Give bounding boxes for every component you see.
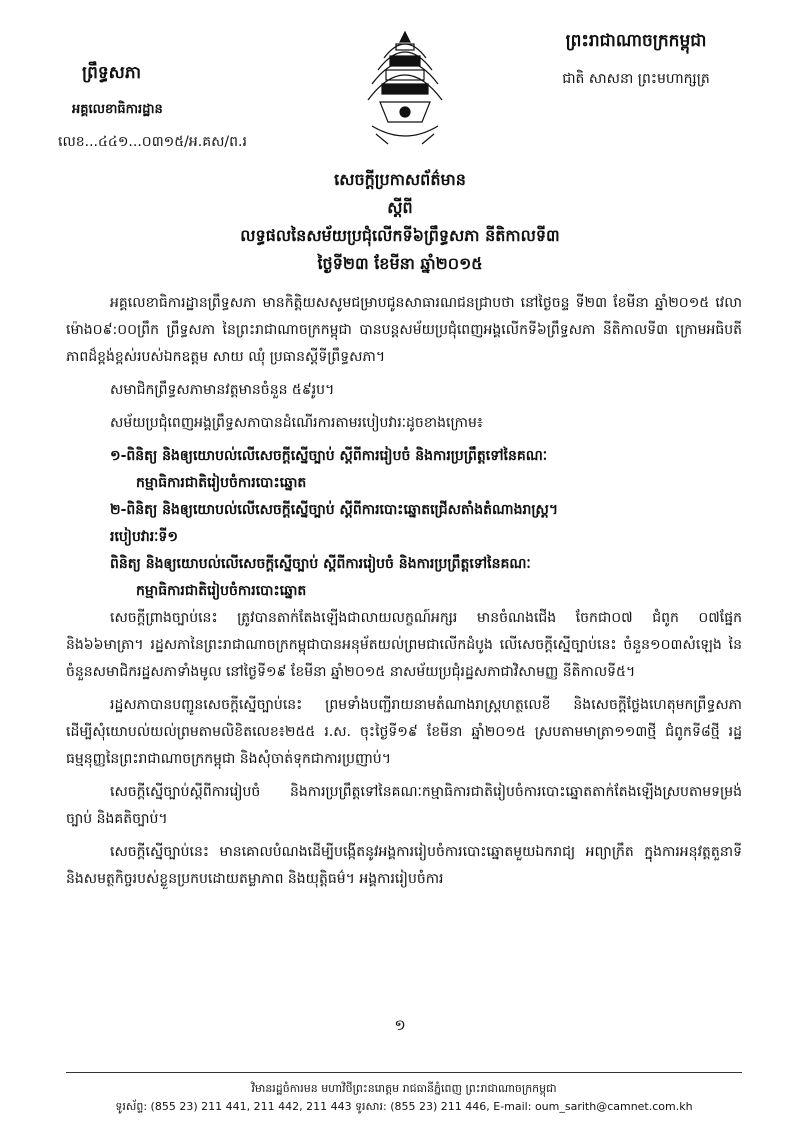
department-name: អគ្គលេខាធិការដ្ឋាន: [72, 102, 163, 117]
agenda-detail-line-2: កម្មាធិការជាតិរៀបចំការបោះឆ្នោត: [136, 583, 307, 599]
paragraph-4: សេចក្តីព្រាងច្បាប់នេះ ត្រូវបានតាក់តែងឡើងជាលាយលក្ខណ៍អក្សរ មានចំណងជើង ចែកជា០៧ ជំពូក ០៧ផ្នែក និង៦៦មាត្រា។ រដ្ឋសភានៃព្រះរាជាណាចក្រកម្ពុជាបានអនុម័តយល់ព្រមជាលើកដំបូង លើសេចក្តីស្នើច្បាប់នេះ ចំនួន១០៣សំឡេង នៃចំនួនសមាជិករដ្ឋសភាទាំងមូល នៅថ្ងៃទី១៩ ខែមីនា ឆ្នាំ២០១៥ នាសម័យប្រជុំរដ្ឋសភាជាវិសាមញ្ញ នីតិកាលទី៥។: [66, 610, 742, 680]
body-text: [66, 290, 742, 899]
paragraph-7: សេចក្តីស្នើច្បាប់នេះ មានគោលបំណងដើម្បីបង្កើតនូវអង្គការរៀបចំការបោះឆ្នោតមួយឯករាជ្យ អព្យាក្រឹត ក្នុងការអនុវត្តតួនាទី និងសមត្ថកិច្ចរបស់ខ្លួនប្រកបដោយតម្លាភាព និងយុត្តិធម៌។ អង្គការរៀបចំការ: [66, 844, 742, 887]
reference-number: លេខ...៤៤១...០៣១៥/អ.គស/ព.រ: [58, 134, 247, 150]
title-block: [100, 166, 700, 278]
paragraph-5: រដ្ឋសភាបានបញ្ជូនសេចក្តីស្នើច្បាប់នេះ ព្រមទាំងបញ្ជីរាយនាមតំណាងរាស្ត្រហត្ថលេខី និងសេចក្តីថ្លែងហេតុមកព្រឹទ្ធសភា ដើម្បីសុំយោបល់យល់ព្រមតាមលិខិតលេខ៖២៥៥ រ.ស. ចុះថ្ងៃទី១៩ ខែមីនា ឆ្នាំ២០១៥ ស្របតាមមាត្រា១១៣ថ្មី ជំពូកទី៨ថ្មី រដ្ឋធម្មនុញ្ញនៃព្រះរាជាណាចក្រកម្ពុជា និងសុំចាត់ទុកជាការប្រញាប់។: [66, 697, 742, 767]
header-left: [58, 62, 338, 153]
footer: [66, 1080, 742, 1116]
national-motto: ជាតិ សាសនា ព្រះមហាក្សត្រ: [562, 71, 710, 87]
paragraph-6: សេចក្តីស្នើច្បាប់ស្តីពីការរៀបចំ និងការប្រព្រឹត្តទៅនៃគណៈកម្មាធិការជាតិរៀបចំការបោះឆ្នោតតាក់តែងឡើងស្របតាមទម្រង់ច្បាប់ និងគតិច្បាប់។: [66, 784, 742, 827]
title-line-4: ថ្ងៃទី២៣ ខែមីនា ឆ្នាំ២០១៥: [317, 254, 483, 273]
org-name: ព្រឹទ្ធសភា: [82, 63, 142, 83]
agenda-heading: របៀបវារៈទី១: [110, 529, 178, 545]
footer-address: វិមានរដ្ឋចំការមន មហាវិថីព្រះនរោត្តម រាជធានីភ្នំពេញ ព្រះរាជាណាចក្រកម្ពុជា: [251, 1082, 557, 1095]
title-line-2: ស្តីពី: [387, 198, 413, 217]
kingdom-name: ព្រះរាជាណាចក្រកម្ពុជា: [565, 31, 707, 51]
footer-contact: ទូរស័ព្ទ: (855 23) 211 441, 211 442, 211 443 ទូរសារ: (855 23) 211 446, E-mail: oum_sarith@camnet.com.kh: [115, 1100, 693, 1113]
title-line-3: លទ្ធផលនៃសម័យប្រជុំលើកទី៦ព្រឹទ្ធសភា នីតិកាលទី៣: [240, 226, 560, 245]
title-line-1: សេចក្តីប្រកាសព័ត៌មាន: [334, 170, 466, 189]
agenda-detail-line-1: ពិនិត្យ និងឲ្យយោបល់លើសេចក្តីស្នើច្បាប់ ស្តីពីការរៀបចំ និងការប្រព្រឹត្តទៅនៃគណៈ: [110, 556, 531, 572]
page-number: ១: [394, 1016, 406, 1034]
agenda-item-1-line-1: ១-ពិនិត្យ និងឲ្យយោបល់លើសេចក្តីស្នើច្បាប់ ស្តីពីការរៀបចំ និងការប្រព្រឹត្តទៅនៃគណៈ: [110, 448, 548, 464]
national-emblem: [362, 26, 448, 150]
agenda-item-2: ២-ពិនិត្យ និងឲ្យយោបល់លើសេចក្តីស្នើច្បាប់ ស្តីពីការបោះឆ្នោតជ្រើសតាំងតំណាងរាស្ត្រ។: [110, 502, 559, 518]
paragraph-3: សម័យប្រជុំពេញអង្គព្រឹទ្ធសភាបានដំណើរការតាមរបៀបវារៈដូចខាងក្រោម៖: [110, 415, 484, 431]
paragraph-1: អគ្គលេខាធិការដ្ឋានព្រឹទ្ធសភា មានកិត្តិយសសូមជម្រាបជូនសាធារណជនជ្រាបថា នៅថ្ងៃចន្ទ ទី២៣ ខែមីនា ឆ្នាំ២០១៥ វេលាម៉ោង០៩:០០ព្រឹក ព្រឹទ្ធសភា នៃព្រះរាជាណាចក្រកម្ពុជា បានបន្តសម័យប្រជុំពេញអង្គលើកទី៦ព្រឹទ្ធសភា នីតិកាលទី៣ ក្រោមអធិបតីភាពដ៏ខ្ពង់ខ្ពស់របស់ឯកឧត្តម សាយ ឈុំ ប្រធានស្តីទីព្រឹទ្ធសភា។: [66, 295, 742, 365]
header-right: [516, 30, 756, 90]
footer-divider: [66, 1072, 742, 1073]
paragraph-2: សមាជិកព្រឹទ្ធសភាមានវត្តមានចំនួន ៥៩រូប។: [110, 382, 335, 398]
agenda-item-1-line-2: កម្មាធិការជាតិរៀបចំការបោះឆ្នោត: [136, 475, 307, 491]
